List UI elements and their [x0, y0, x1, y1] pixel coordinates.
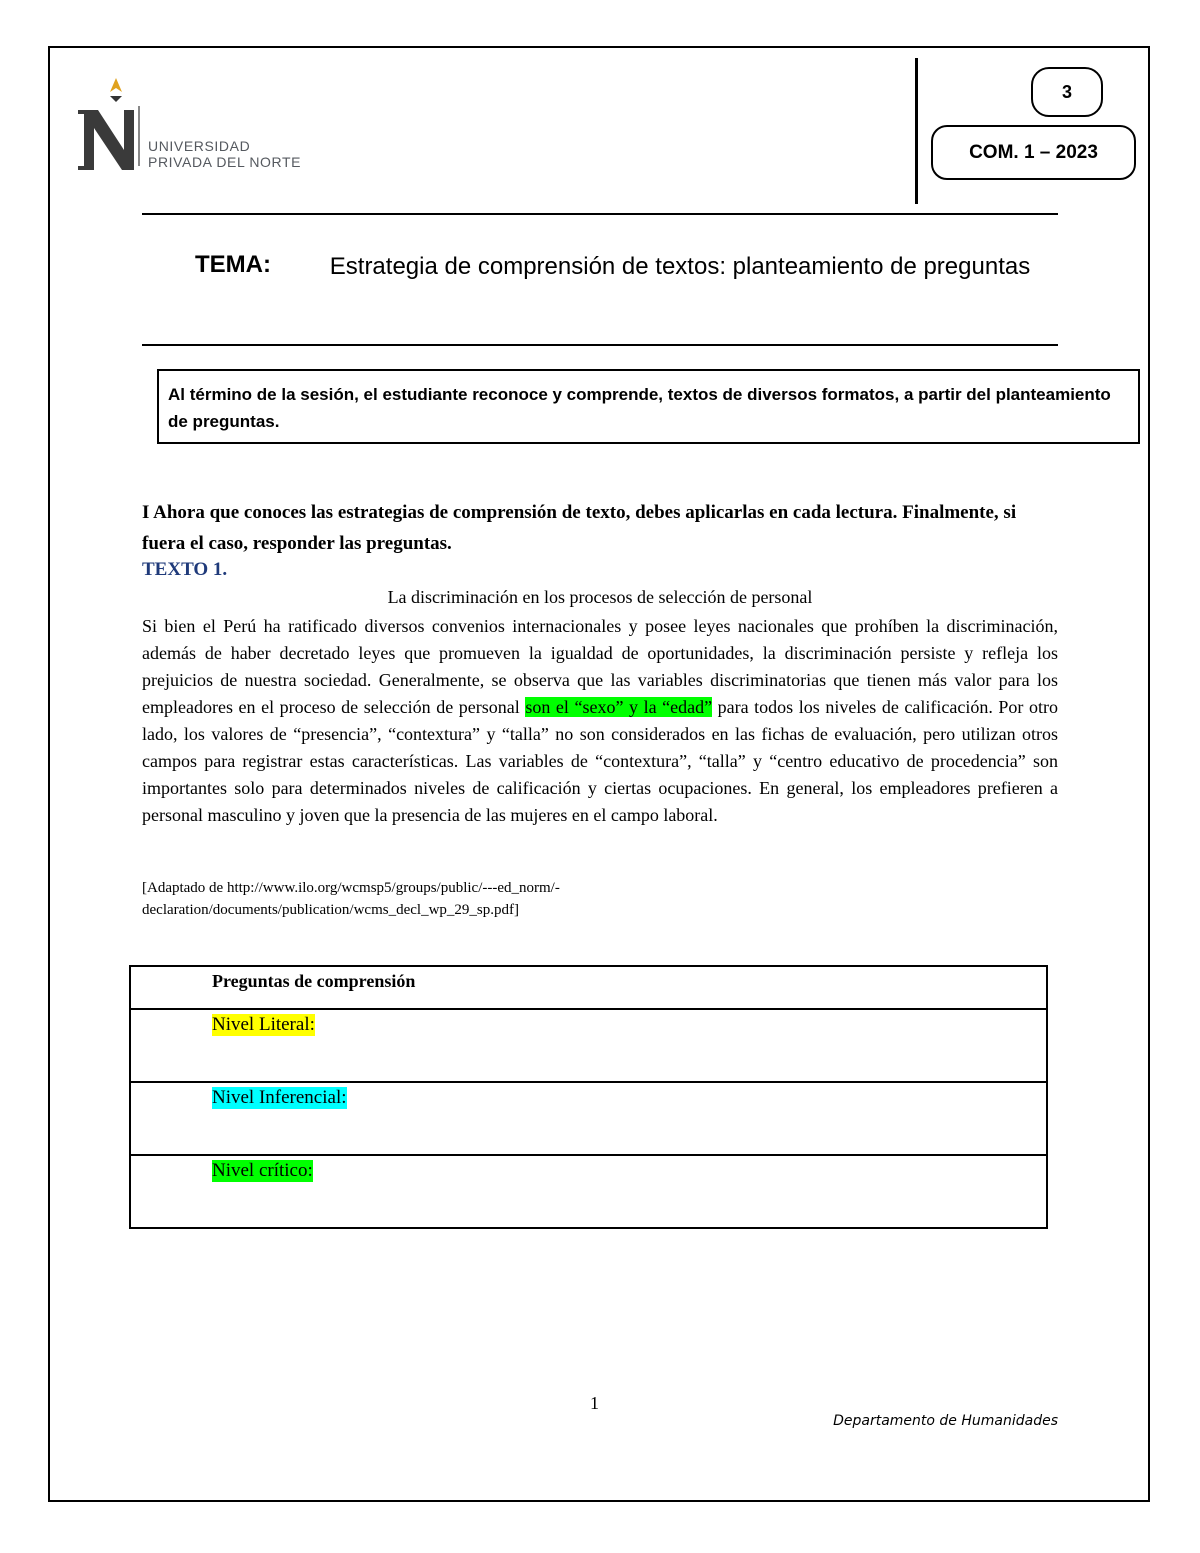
text1-body [142, 613, 1058, 829]
session-number-badge: 3 [1031, 67, 1103, 117]
university-name [148, 138, 301, 170]
questions-table [129, 965, 1048, 1229]
inferential-level-label: Nivel Inferencial: [212, 1087, 347, 1108]
topic-label: TEMA: [195, 251, 271, 278]
upn-logo-icon [76, 78, 146, 174]
questions-header: Preguntas de comprensión [212, 971, 416, 991]
text1-body-part2: para todos los niveles de calificación. Por otro lado, los valores de “presencia”, “contextura” y “talla” no son considerados en las fichas de evaluación, pero utilizan otros campos para registrar estas características. Las variables de “contextura”, “talla” y “centro educativo de procedencia” son importantes solo para determinados niveles de calificación y ciertas ocupaciones. En general, los empleadores prefieren a personal masculino y joven que la presencia de las mujeres en el campo laboral. [142, 697, 1058, 825]
university-line1: UNIVERSIDAD [148, 138, 251, 154]
critical-level-label: Nivel crítico: [212, 1160, 313, 1181]
page-number: 1 [590, 1393, 599, 1413]
objective-box: Al término de la sesión, el estudiante reconoce y comprende, textos de diversos formatos, a partir del planteamiento de preguntas. [157, 369, 1140, 444]
text1-label: TEXTO 1. [142, 559, 228, 580]
header-divider [915, 58, 918, 204]
topic-title: Estrategia de comprensión de textos: planteamiento de preguntas [329, 253, 1031, 280]
text1-source: [Adaptado de http://www.ilo.org/wcmsp5/groups/public/---ed_norm/-declaration/documents/publication/wcms_decl_wp_29_sp.pdf] [142, 880, 560, 918]
question-row-literal[interactable] [131, 1008, 1046, 1081]
department-footer: Departamento de Humanidades [833, 1413, 1058, 1429]
instruction-text: I Ahora que conoces las estrategias de comprensión de texto, debes aplicarlas en cada lectura. Finalmente, si fuera el caso, responder las preguntas. [142, 502, 1017, 554]
question-row-critical[interactable] [131, 1154, 1046, 1227]
logo-divider [138, 106, 140, 166]
university-line2: PRIVADA DEL NORTE [148, 154, 302, 170]
course-code-badge: COM. 1 – 2023 [931, 125, 1136, 180]
text1-body-part1: Si bien el Perú ha ratificado diversos convenios internacionales y posee leyes nacionales que prohíben la discriminación, además de haber decretado leyes que promueven la igualdad de oportunidades, la discriminación persiste y refleja los prejuicios de nuestra sociedad. Generalmente, se observa que las variables discriminatorias que tienen más valor para los empleadores en el proceso de selección de personal [142, 616, 1058, 717]
text1-title: La discriminación en los procesos de selección de personal [387, 587, 813, 607]
top-rule [142, 213, 1058, 215]
questions-header-row [131, 967, 1046, 1008]
text1-body-highlight: son el “sexo” y la “edad” [525, 697, 713, 717]
bottom-rule [142, 344, 1058, 346]
literal-level-label: Nivel Literal: [212, 1014, 315, 1035]
question-row-inferential[interactable] [131, 1081, 1046, 1154]
